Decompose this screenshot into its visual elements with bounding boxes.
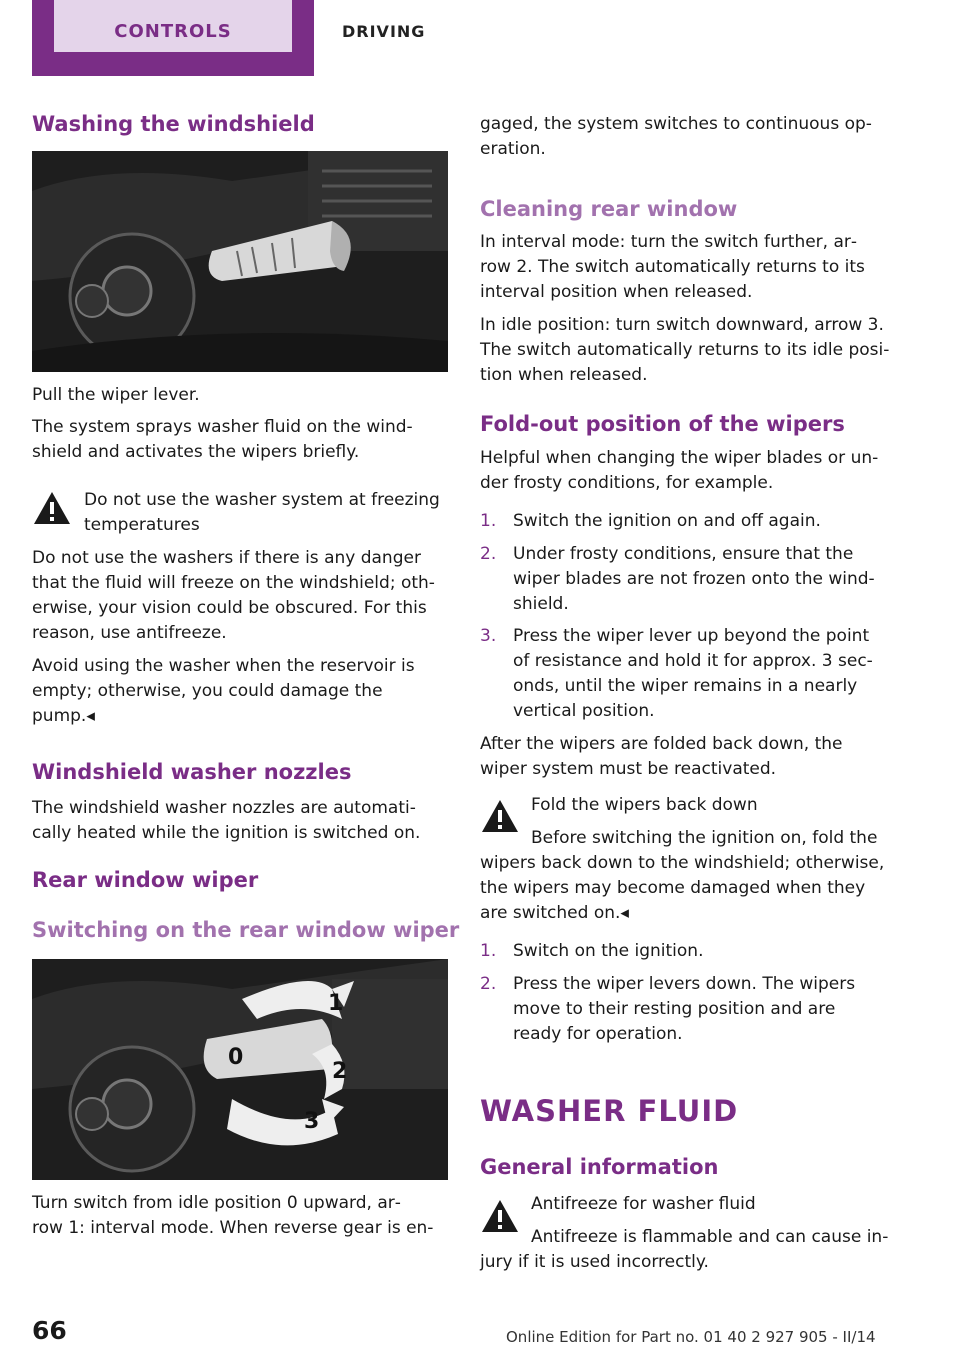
heading-cleaning-rear: Cleaning rear window	[480, 197, 738, 221]
label-2: 2	[332, 1059, 348, 1084]
para-turn-2: row 1: interval mode. When reverse gear is en‐	[32, 1218, 434, 1238]
warning-icon	[480, 798, 520, 834]
para-after-1: After the wipers are folded back down, the	[480, 734, 843, 754]
heading-washing-windshield: Washing the windshield	[32, 112, 315, 136]
page-number: 66	[32, 1316, 67, 1345]
para-danger-2: that the fluid will freeze on the windshield; oth‐	[32, 573, 435, 593]
list1-item-3-l2: of resistance and hold it for approx. 3 sec‐	[513, 651, 873, 671]
rear-wiper-photo	[32, 959, 448, 1180]
warning3-title: Antifreeze for washer fluid	[531, 1194, 756, 1214]
para-interval-3: interval position when released.	[480, 282, 753, 302]
label-0: 0	[228, 1045, 244, 1070]
para-after-2: wiper system must be reactivated.	[480, 759, 777, 779]
para-avoid-2: empty; otherwise, you could damage the	[32, 681, 383, 701]
list1-num-3: 3.	[480, 626, 497, 646]
para-nozzles-2: cally heated while the ignition is switched on.	[32, 823, 421, 843]
heading-foldout: Fold-out position of the wipers	[480, 412, 845, 436]
para-interval-1: In interval mode: turn the switch further, ar‐	[480, 232, 858, 252]
list1-item-2-l1: Under frosty conditions, ensure that the	[513, 544, 854, 564]
para-sprays-1: The system sprays washer fluid on the wind‐	[32, 417, 413, 437]
para-idle-1: In idle position: turn switch downward, arrow 3.	[480, 315, 884, 335]
list2-item-2-l1: Press the wiper levers down. The wipers	[513, 974, 856, 994]
list1-num-2: 2.	[480, 544, 497, 564]
para-helpful-1: Helpful when changing the wiper blades or un‐	[480, 448, 879, 468]
list1-item-3-l3: onds, until the wiper remains in a nearly	[513, 676, 858, 696]
para-avoid-3: pump.◂	[32, 706, 95, 726]
warning2-line-3: the wipers may become damaged when they	[480, 878, 866, 898]
para-turn-1: Turn switch from idle position 0 upward, ar‐	[32, 1193, 401, 1213]
para-sprays-2: shield and activates the wipers briefly.	[32, 442, 360, 462]
header-tabs	[32, 0, 426, 76]
para-idle-3: tion when released.	[480, 365, 648, 385]
warning-icon	[480, 1198, 520, 1234]
heading-nozzles: Windshield washer nozzles	[32, 760, 352, 784]
warning2-line-4: are switched on.◂	[480, 903, 629, 923]
para-gaged-2: eration.	[480, 139, 546, 159]
para-pull: Pull the wiper lever.	[32, 385, 200, 405]
para-avoid-1: Avoid using the washer when the reservoir is	[32, 656, 415, 676]
tab-controls[interactable]	[32, 0, 314, 76]
para-danger-4: reason, use antifreeze.	[32, 623, 227, 643]
label-3: 3	[304, 1109, 320, 1134]
list2-num-2: 2.	[480, 974, 497, 994]
list2-item-1: Switch on the ignition.	[513, 941, 704, 961]
para-danger-1: Do not use the washers if there is any danger	[32, 548, 421, 568]
list2-item-2-l2: move to their resting position and are	[513, 999, 836, 1019]
warning2-title: Fold the wipers back down	[531, 795, 758, 815]
tab-driving[interactable]: DRIVING	[342, 22, 426, 41]
heading-rear-wiper: Rear window wiper	[32, 868, 259, 892]
warning-title-2: temperatures	[84, 515, 200, 535]
warning-title-1: Do not use the washer system at freezing	[84, 490, 440, 510]
heading-general-info: General information	[480, 1155, 719, 1179]
warning-icon	[32, 490, 72, 526]
para-helpful-2: der frosty conditions, for example.	[480, 473, 774, 493]
warning2-line-2: wipers back down to the windshield; otherwise,	[480, 853, 885, 873]
warning3-line-2: jury if it is used incorrectly.	[480, 1252, 709, 1272]
para-idle-2: The switch automatically returns to its idle posi‐	[480, 340, 890, 360]
list2-num-1: 1.	[480, 941, 497, 961]
para-gaged-1: gaged, the system switches to continuous op‐	[480, 114, 872, 134]
list1-item-3-l4: vertical position.	[513, 701, 655, 721]
label-1: 1	[328, 991, 344, 1016]
list2-item-2-l3: ready for operation.	[513, 1024, 683, 1044]
list1-item-1: Switch the ignition on and off again.	[513, 511, 821, 531]
list1-item-2-l2: wiper blades are not frozen onto the wind‐	[513, 569, 875, 589]
para-interval-2: row 2. The switch automatically returns to its	[480, 257, 865, 277]
heading-washer-fluid: WASHER FLUID	[480, 1094, 739, 1128]
washer-lever-illustration	[32, 151, 448, 372]
warning2-line-1: Before switching the ignition on, fold the	[531, 828, 878, 848]
washer-lever-photo	[32, 151, 448, 372]
list1-num-1: 1.	[480, 511, 497, 531]
list1-item-2-l3: shield.	[513, 594, 569, 614]
warning3-line-1: Antifreeze is flammable and can cause in‐	[531, 1227, 889, 1247]
list1-item-3-l1: Press the wiper lever up beyond the point	[513, 626, 870, 646]
para-danger-3: erwise, your vision could be obscured. For this	[32, 598, 427, 618]
heading-switching-rear: Switching on the rear window wiper	[32, 918, 460, 942]
footer-edition: Online Edition for Part no. 01 40 2 927 905 - II/14	[506, 1328, 876, 1346]
para-nozzles-1: The windshield washer nozzles are automati‐	[32, 798, 416, 818]
tab-controls-label: CONTROLS	[54, 0, 292, 52]
